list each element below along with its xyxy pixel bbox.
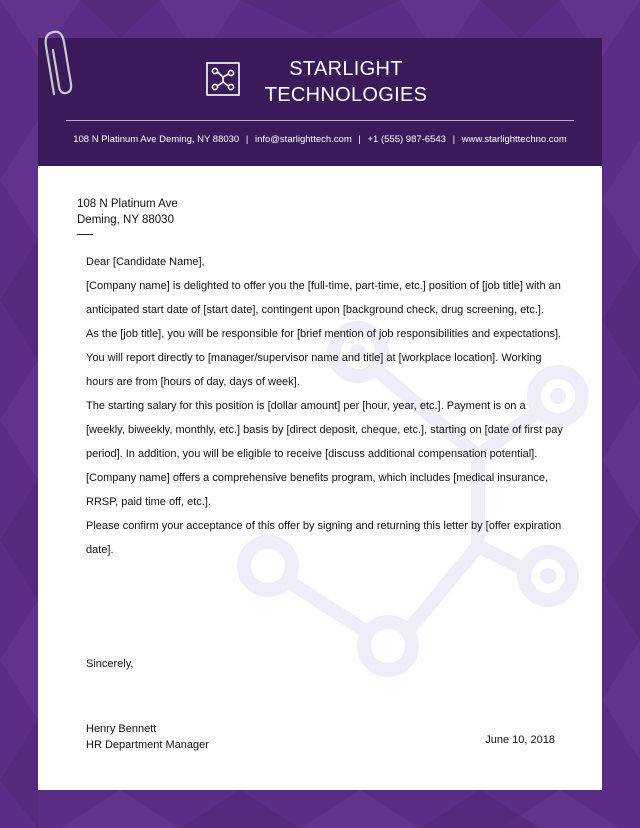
contact-separator: | [358, 134, 361, 145]
contact-email[interactable]: info@starlighttech.com [254, 134, 352, 145]
company-name-line2: TECHNOLOGIES [264, 84, 428, 106]
company-name-line1: STARLIGHT [289, 58, 403, 80]
paragraph-benefits: [Company name] offers a comprehensive benefits program, which includes [medical insurance, RRSP, paid time off, etc.]. [86, 472, 549, 508]
contact-separator: | [245, 134, 249, 145]
header-divider [66, 120, 574, 121]
paperclip-icon [40, 28, 74, 98]
address-line2: Deming, NY 88030 [77, 214, 174, 226]
paragraph-reporting: You will report directly to [manager/supervisor name and title] at [workplace location]. Working hours are from [hours of day, days of week]. [86, 352, 542, 388]
letterhead-header [38, 38, 602, 166]
paragraph-offer: [Company name] is delighted to offer you the [full-time, part-time, etc.] position of [job title] with an anticipated start date of [start date], contingent upon [background check, drug screening, etc.]. [86, 280, 561, 316]
paragraph-confirmation: Please confirm your acceptance of this offer by signing and returning this letter by [offer expiration date]. [86, 520, 562, 556]
recipient-address [77, 196, 178, 228]
salutation: Dear [Candidate Name], [86, 256, 205, 268]
paragraph-responsibilities: As the [job title], you will be responsible for [brief mention of job responsibilities and expectations]. [86, 328, 562, 340]
contact-line [38, 134, 602, 145]
contact-phone: +1 (555) 987-6543 [367, 134, 446, 145]
signer-name: Henry Bennett [86, 723, 157, 735]
signer-title: HR Department Manager [86, 739, 209, 751]
company-name [256, 56, 436, 108]
letter-body [86, 250, 566, 562]
paragraph-salary: The starting salary for this position is [dollar amount] per [hour, year, etc.]. Payment is on a [weekly, biweekly, monthly, etc.] basis by [direct deposit, cheque, etc.], starting on [date of first pay period]. In addition, you will be eligible to receive [discuss additional compensation potential]. [86, 400, 563, 460]
address-line1: 108 N Platinum Ave [77, 198, 178, 210]
contact-website[interactable]: www.starlighttechno.com [461, 134, 567, 145]
contact-address: 108 N Platinum Ave Deming, NY 88030 [73, 134, 240, 145]
letter-page [38, 166, 602, 790]
signature-block [86, 721, 209, 753]
circuit-logo-icon [206, 62, 240, 96]
address-divider [77, 234, 93, 235]
closing: Sincerely, [86, 658, 134, 670]
contact-separator: | [452, 134, 456, 145]
letter-date: June 10, 2018 [485, 734, 555, 746]
